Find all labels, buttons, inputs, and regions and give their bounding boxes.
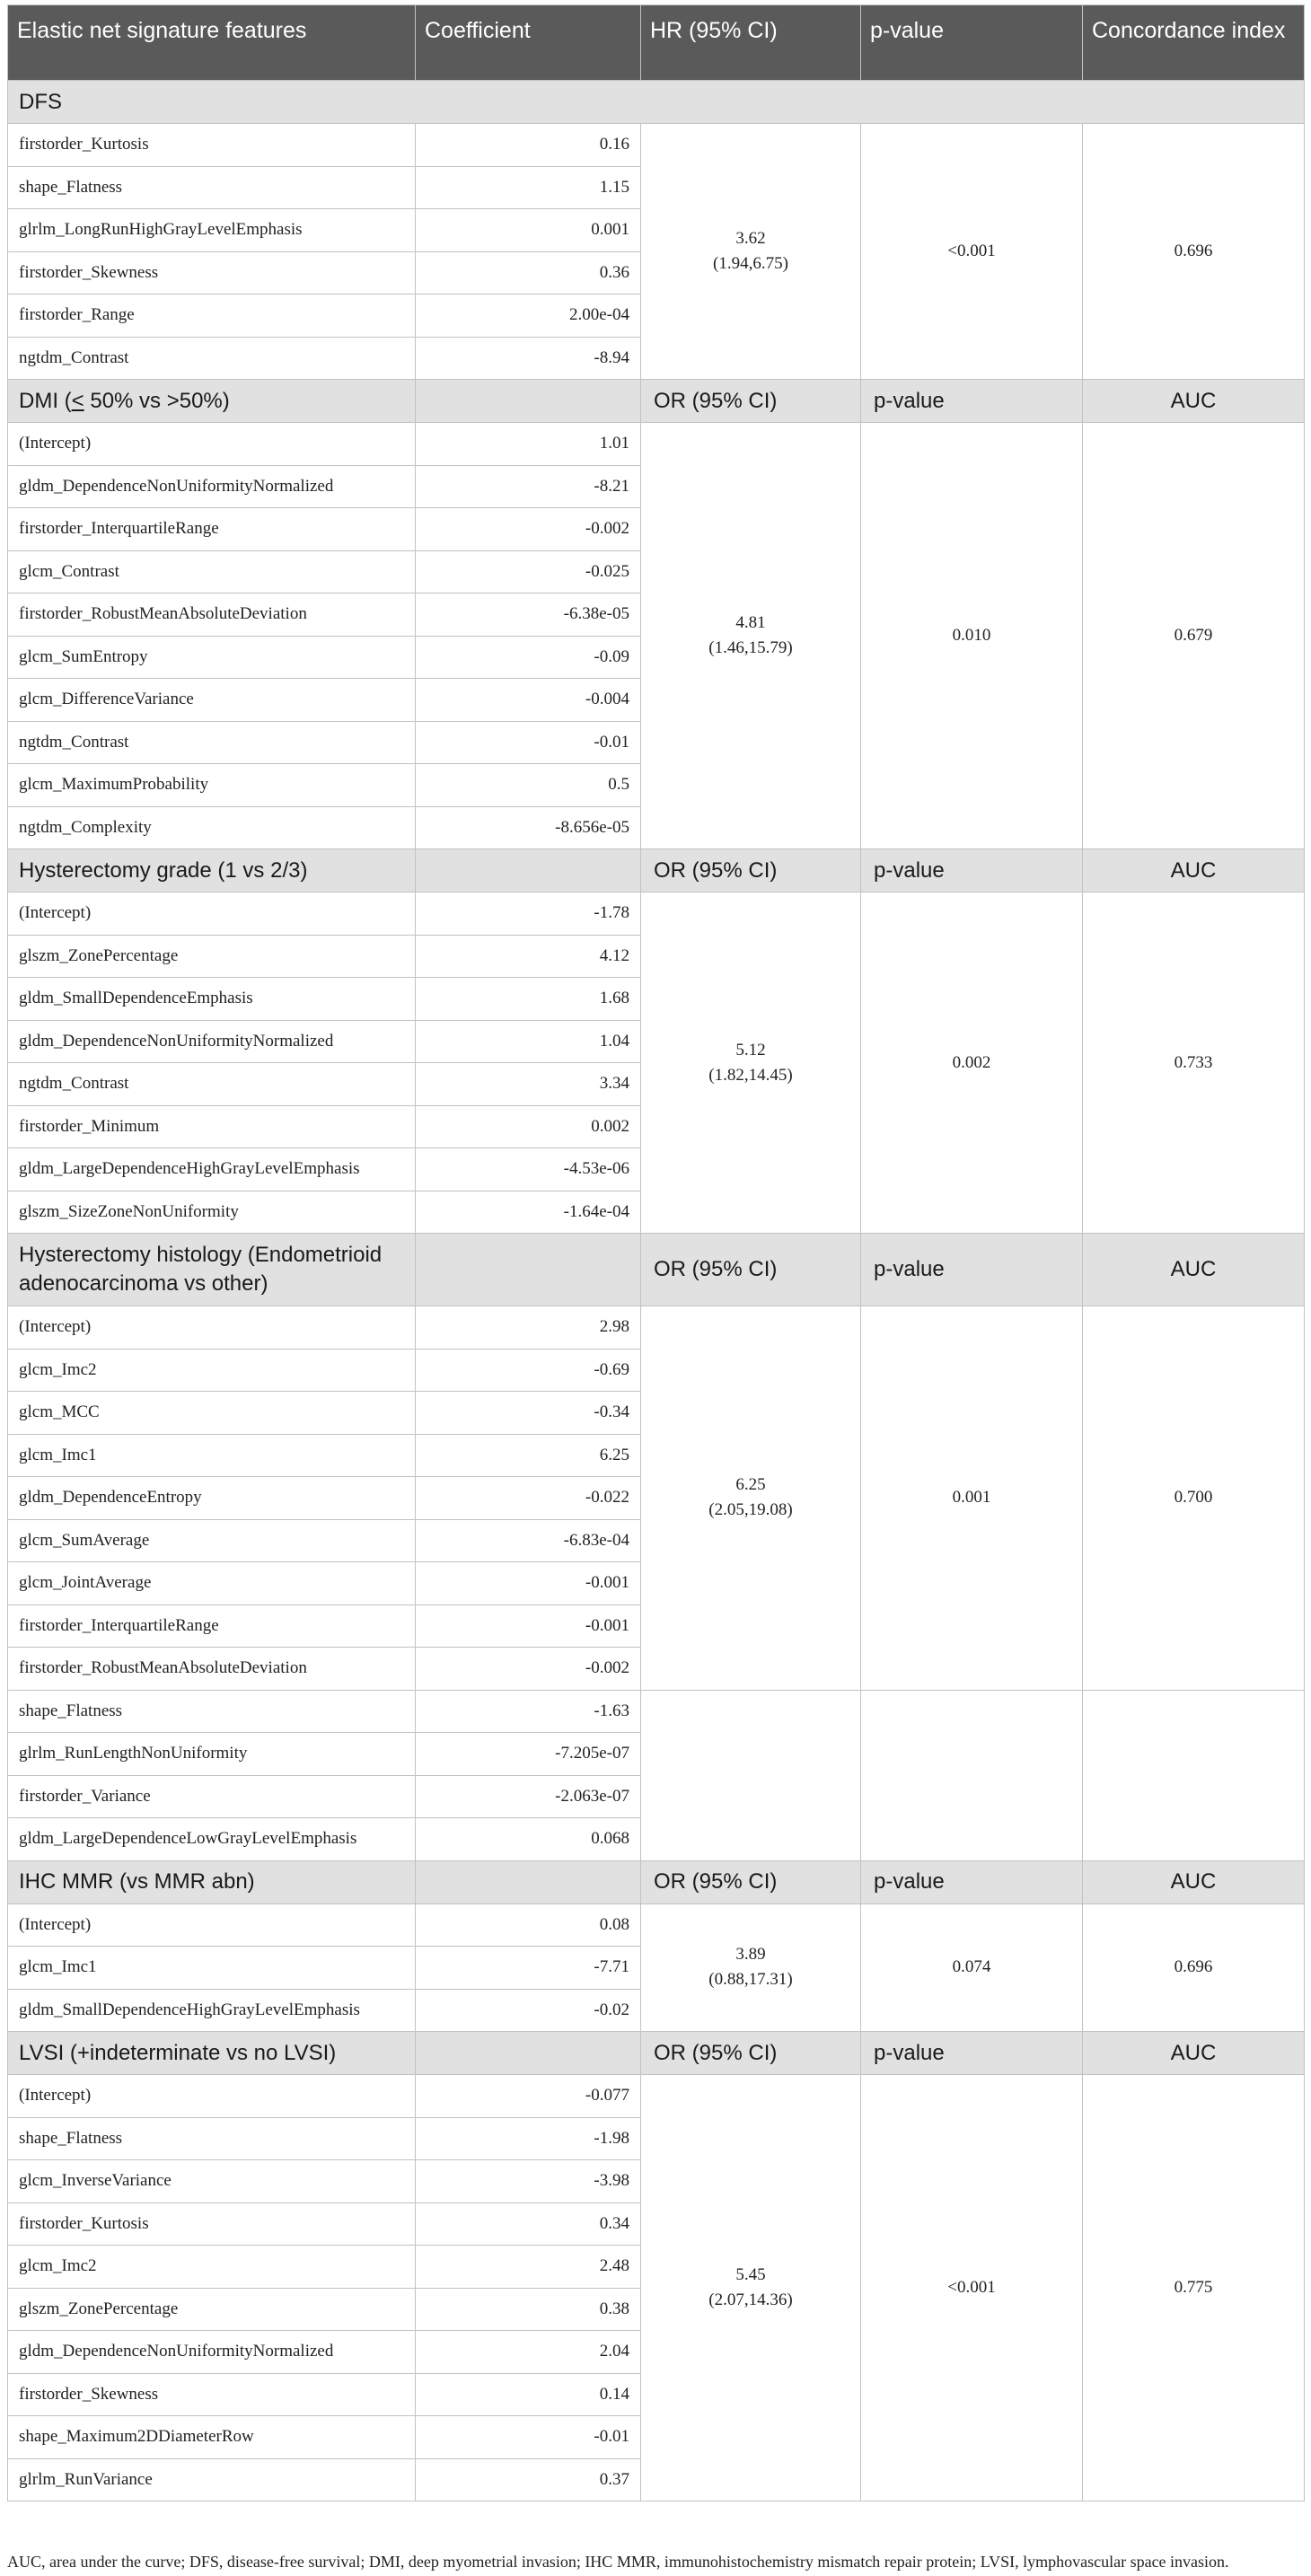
coefficient-value: 0.38 bbox=[416, 2288, 641, 2331]
section-p-value-label: p-value bbox=[861, 1234, 1083, 1306]
feature-name: glcm_Imc2 bbox=[8, 1349, 416, 1392]
coefficient-value: -1.64e-04 bbox=[416, 1191, 641, 1234]
feature-name: gldm_SmallDependenceEmphasis bbox=[8, 978, 416, 1021]
table-row bbox=[8, 892, 1305, 936]
feature-name: glcm_SumAverage bbox=[8, 1519, 416, 1562]
header-hr-ci: HR (95% CI) bbox=[641, 5, 861, 81]
dmi-label-prefix: DMI ( bbox=[19, 388, 72, 413]
p-value-cell: 0.002 bbox=[861, 892, 1083, 1234]
or-estimate: 3.89 bbox=[735, 1945, 766, 1965]
section-coef-blank bbox=[416, 2032, 641, 2075]
feature-name: glszm_SizeZoneNonUniformity bbox=[8, 1191, 416, 1234]
feature-name: glcm_DifferenceVariance bbox=[8, 679, 416, 722]
table-footnote: AUC, area under the curve; DFS, disease-free survival; DMI, deep myometrial invasion; IHC MMR, immunohistochemistry mismatch repair protein; LVSI, lymphovascular space invasion. bbox=[7, 2553, 1229, 2571]
confidence-interval: (2.05,19.08) bbox=[708, 1500, 793, 1520]
coefficient-value: 0.14 bbox=[416, 2373, 641, 2416]
section-header-lvsi bbox=[8, 2032, 1305, 2075]
feature-name: glrlm_RunVariance bbox=[8, 2458, 416, 2501]
metric-cell: 0.733 bbox=[1083, 892, 1305, 1234]
coefficient-value: -1.78 bbox=[416, 892, 641, 936]
empty-metric-cell bbox=[1083, 1690, 1305, 1860]
header-coefficient: Coefficient bbox=[416, 5, 641, 81]
coefficient-value: -0.002 bbox=[416, 508, 641, 551]
coefficient-value: -0.69 bbox=[416, 1349, 641, 1392]
feature-name: firstorder_Skewness bbox=[8, 2373, 416, 2416]
feature-name: glrlm_RunLengthNonUniformity bbox=[8, 1733, 416, 1776]
table-header-row bbox=[8, 5, 1305, 81]
feature-name: ngtdm_Contrast bbox=[8, 1063, 416, 1106]
coefficient-value: 0.16 bbox=[416, 124, 641, 167]
feature-name: gldm_DependenceNonUniformityNormalized bbox=[8, 1020, 416, 1063]
section-auc-label: AUC bbox=[1083, 1860, 1305, 1903]
feature-name: glcm_Imc1 bbox=[8, 1947, 416, 1990]
coefficient-value: -0.001 bbox=[416, 1605, 641, 1648]
feature-name: glcm_Imc2 bbox=[8, 2246, 416, 2289]
feature-name: (Intercept) bbox=[8, 2075, 416, 2118]
section-coef-blank bbox=[416, 380, 641, 423]
coefficient-value: 0.37 bbox=[416, 2458, 641, 2501]
coefficient-value: -0.001 bbox=[416, 1562, 641, 1605]
section-p-value-label: p-value bbox=[861, 380, 1083, 423]
table-row bbox=[8, 1903, 1305, 1947]
feature-name: glrlm_LongRunHighGrayLevelEmphasis bbox=[8, 209, 416, 252]
section-or-ci-label: OR (95% CI) bbox=[641, 1234, 861, 1306]
coefficient-value: -7.205e-07 bbox=[416, 1733, 641, 1776]
coefficient-value: 4.12 bbox=[416, 935, 641, 978]
empty-p-cell bbox=[861, 1690, 1083, 1860]
metric-cell: 0.696 bbox=[1083, 124, 1305, 380]
feature-name: gldm_DependenceNonUniformityNormalized bbox=[8, 465, 416, 508]
table-row bbox=[8, 2075, 1305, 2118]
confidence-interval: (2.07,14.36) bbox=[708, 2290, 793, 2309]
feature-name: gldm_SmallDependenceHighGrayLevelEmphasis bbox=[8, 1989, 416, 2032]
section-title bbox=[8, 380, 416, 423]
feature-name: firstorder_InterquartileRange bbox=[8, 1605, 416, 1648]
section-auc-label: AUC bbox=[1083, 1234, 1305, 1306]
section-coef-blank bbox=[416, 849, 641, 892]
section-auc-label: AUC bbox=[1083, 2032, 1305, 2075]
metric-cell: 0.775 bbox=[1083, 2075, 1305, 2501]
section-p-value-label: p-value bbox=[861, 1860, 1083, 1903]
feature-name: glszm_ZonePercentage bbox=[8, 2288, 416, 2331]
section-p-value-label: p-value bbox=[861, 2032, 1083, 2075]
feature-name: glcm_SumEntropy bbox=[8, 636, 416, 679]
confidence-interval: (1.46,15.79) bbox=[708, 638, 793, 657]
coefficient-value: 0.08 bbox=[416, 1903, 641, 1947]
feature-name: shape_Flatness bbox=[8, 2117, 416, 2160]
feature-name: glcm_MaximumProbability bbox=[8, 764, 416, 807]
or-cell bbox=[641, 423, 861, 849]
coefficient-value: -2.063e-07 bbox=[416, 1775, 641, 1818]
feature-name: glszm_ZonePercentage bbox=[8, 935, 416, 978]
metric-cell: 0.679 bbox=[1083, 423, 1305, 849]
section-header-grade bbox=[8, 849, 1305, 892]
feature-name: gldm_DependenceNonUniformityNormalized bbox=[8, 2331, 416, 2374]
feature-name: firstorder_InterquartileRange bbox=[8, 508, 416, 551]
results-table-container bbox=[7, 4, 1304, 2501]
metric-cell: 0.700 bbox=[1083, 1306, 1305, 1691]
feature-name: ngtdm_Complexity bbox=[8, 806, 416, 849]
section-or-ci-label: OR (95% CI) bbox=[641, 1860, 861, 1903]
coefficient-value: 2.04 bbox=[416, 2331, 641, 2374]
section-auc-label: AUC bbox=[1083, 849, 1305, 892]
feature-name: firstorder_Variance bbox=[8, 1775, 416, 1818]
coefficient-value: -0.09 bbox=[416, 636, 641, 679]
coefficient-value: -0.01 bbox=[416, 2416, 641, 2459]
p-value-cell: 0.074 bbox=[861, 1903, 1083, 2032]
feature-name: (Intercept) bbox=[8, 423, 416, 466]
coefficient-value: 6.25 bbox=[416, 1434, 641, 1477]
section-or-ci-label: OR (95% CI) bbox=[641, 2032, 861, 2075]
coefficient-value: -0.02 bbox=[416, 1989, 641, 2032]
coefficient-value: 0.001 bbox=[416, 209, 641, 252]
coefficient-value: 2.48 bbox=[416, 2246, 641, 2289]
coefficient-value: 0.5 bbox=[416, 764, 641, 807]
section-title: LVSI (+indeterminate vs no LVSI) bbox=[8, 2032, 416, 2075]
confidence-interval: (1.94,6.75) bbox=[713, 254, 788, 273]
section-title: IHC MMR (vs MMR abn) bbox=[8, 1860, 416, 1903]
feature-name: shape_Flatness bbox=[8, 1690, 416, 1733]
p-value-cell: 0.001 bbox=[861, 1306, 1083, 1691]
feature-name: firstorder_Kurtosis bbox=[8, 124, 416, 167]
coefficient-value: -0.004 bbox=[416, 679, 641, 722]
or-estimate: 6.25 bbox=[735, 1475, 766, 1495]
section-p-value-label: p-value bbox=[861, 849, 1083, 892]
table-row bbox=[8, 1690, 1305, 1733]
coefficient-value: -6.38e-05 bbox=[416, 593, 641, 637]
coefficient-value: 0.34 bbox=[416, 2202, 641, 2246]
coefficient-value: -8.656e-05 bbox=[416, 806, 641, 849]
section-title: Hysterectomy grade (1 vs 2/3) bbox=[8, 849, 416, 892]
hr-cell bbox=[641, 124, 861, 380]
coefficient-value: -0.077 bbox=[416, 2075, 641, 2118]
feature-name: firstorder_Range bbox=[8, 295, 416, 338]
or-cell bbox=[641, 2075, 861, 2501]
or-cell bbox=[641, 1306, 861, 1691]
coefficient-value: 1.01 bbox=[416, 423, 641, 466]
feature-name: firstorder_Kurtosis bbox=[8, 2202, 416, 2246]
feature-name: ngtdm_Contrast bbox=[8, 337, 416, 380]
empty-stat-cell bbox=[641, 1690, 861, 1860]
table-row bbox=[8, 124, 1305, 167]
section-auc-label: AUC bbox=[1083, 380, 1305, 423]
elastic-net-results-table bbox=[7, 4, 1305, 2501]
coefficient-value: 2.98 bbox=[416, 1306, 641, 1350]
coefficient-value: -0.34 bbox=[416, 1392, 641, 1435]
section-coef-blank bbox=[416, 1860, 641, 1903]
feature-name: shape_Flatness bbox=[8, 166, 416, 209]
confidence-interval: (1.82,14.45) bbox=[708, 1065, 793, 1085]
feature-name: glcm_MCC bbox=[8, 1392, 416, 1435]
coefficient-value: 1.15 bbox=[416, 166, 641, 209]
feature-name: firstorder_Minimum bbox=[8, 1105, 416, 1148]
feature-name: glcm_JointAverage bbox=[8, 1562, 416, 1605]
feature-name: glcm_InverseVariance bbox=[8, 2160, 416, 2203]
coefficient-value: -3.98 bbox=[416, 2160, 641, 2203]
table-row bbox=[8, 423, 1305, 466]
coefficient-value: 0.068 bbox=[416, 1818, 641, 1861]
table-row bbox=[8, 1306, 1305, 1350]
feature-name: shape_Maximum2DDiameterRow bbox=[8, 2416, 416, 2459]
confidence-interval: (0.88,17.31) bbox=[708, 1970, 793, 1990]
or-cell bbox=[641, 892, 861, 1234]
section-header-dfs bbox=[8, 81, 1305, 124]
or-estimate: 5.12 bbox=[735, 1040, 766, 1059]
p-value-cell: <0.001 bbox=[861, 2075, 1083, 2501]
section-header-mmr bbox=[8, 1860, 1305, 1903]
feature-name: glcm_Contrast bbox=[8, 550, 416, 593]
coefficient-value: -0.022 bbox=[416, 1477, 641, 1520]
coefficient-value: -0.002 bbox=[416, 1648, 641, 1691]
coefficient-value: 1.68 bbox=[416, 978, 641, 1021]
coefficient-value: 2.00e-04 bbox=[416, 295, 641, 338]
coefficient-value: -0.025 bbox=[416, 550, 641, 593]
coefficient-value: 0.002 bbox=[416, 1105, 641, 1148]
header-p-value: p-value bbox=[861, 5, 1083, 81]
feature-name: firstorder_Skewness bbox=[8, 251, 416, 295]
coefficient-value: -6.83e-04 bbox=[416, 1519, 641, 1562]
p-value-cell: 0.010 bbox=[861, 423, 1083, 849]
or-estimate: 4.81 bbox=[735, 613, 766, 632]
metric-cell: 0.696 bbox=[1083, 1903, 1305, 2032]
coefficient-value: -8.21 bbox=[416, 465, 641, 508]
coefficient-value: 3.34 bbox=[416, 1063, 641, 1106]
or-estimate: 5.45 bbox=[735, 2265, 766, 2284]
section-title: DFS bbox=[8, 81, 1305, 124]
p-value-cell: <0.001 bbox=[861, 124, 1083, 380]
feature-name: glcm_Imc1 bbox=[8, 1434, 416, 1477]
feature-name: (Intercept) bbox=[8, 1306, 416, 1350]
header-concordance-index: Concordance index bbox=[1083, 5, 1305, 81]
section-header-dmi bbox=[8, 380, 1305, 423]
section-header-histology bbox=[8, 1234, 1305, 1306]
feature-name: ngtdm_Contrast bbox=[8, 721, 416, 764]
coefficient-value: -0.01 bbox=[416, 721, 641, 764]
coefficient-value: 1.04 bbox=[416, 1020, 641, 1063]
section-or-ci-label: OR (95% CI) bbox=[641, 380, 861, 423]
feature-name: firstorder_RobustMeanAbsoluteDeviation bbox=[8, 1648, 416, 1691]
feature-name: firstorder_RobustMeanAbsoluteDeviation bbox=[8, 593, 416, 637]
coefficient-value: -8.94 bbox=[416, 337, 641, 380]
feature-name: (Intercept) bbox=[8, 892, 416, 936]
coefficient-value: -1.63 bbox=[416, 1690, 641, 1733]
dmi-label-le: < bbox=[71, 388, 84, 413]
coefficient-value: -4.53e-06 bbox=[416, 1148, 641, 1191]
coefficient-value: 0.36 bbox=[416, 251, 641, 295]
feature-name: gldm_DependenceEntropy bbox=[8, 1477, 416, 1520]
or-cell bbox=[641, 1903, 861, 2032]
feature-name: gldm_LargeDependenceLowGrayLevelEmphasis bbox=[8, 1818, 416, 1861]
section-or-ci-label: OR (95% CI) bbox=[641, 849, 861, 892]
hr-estimate: 3.62 bbox=[735, 229, 766, 248]
coefficient-value: -1.98 bbox=[416, 2117, 641, 2160]
dmi-label-suffix: 50% vs >50%) bbox=[84, 388, 230, 413]
feature-name: (Intercept) bbox=[8, 1903, 416, 1947]
coefficient-value: -7.71 bbox=[416, 1947, 641, 1990]
feature-name: gldm_LargeDependenceHighGrayLevelEmphasis bbox=[8, 1148, 416, 1191]
section-coef-blank bbox=[416, 1234, 641, 1306]
header-features: Elastic net signature features bbox=[8, 5, 416, 81]
section-title: Hysterectomy histology (Endometrioid adenocarcinoma vs other) bbox=[8, 1234, 416, 1306]
